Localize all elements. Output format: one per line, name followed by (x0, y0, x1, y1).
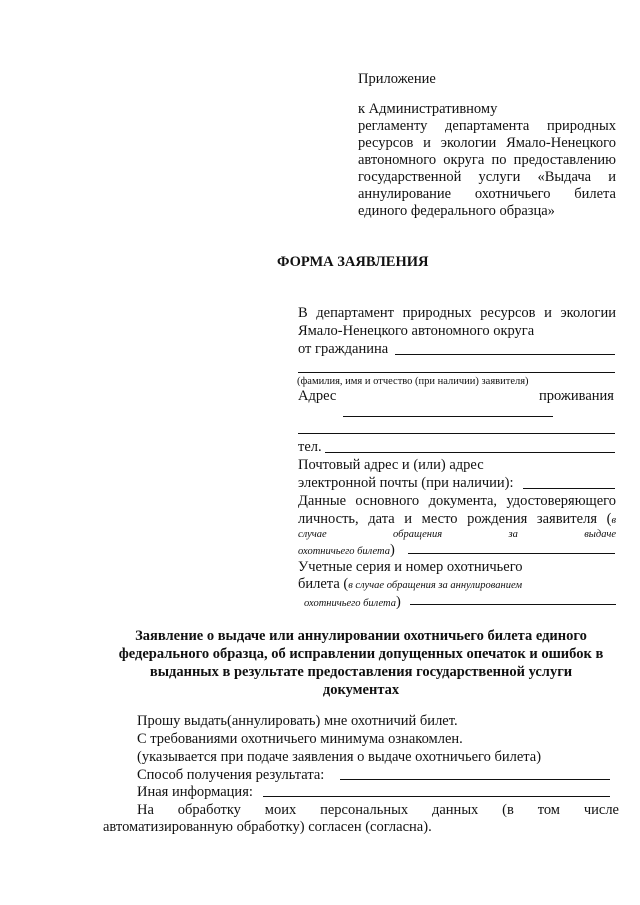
series-label-2 (298, 575, 522, 595)
doc-label-4-close: ) (390, 542, 395, 558)
addressee-line-2: Ямало-Ненецкого автономного округа (298, 323, 535, 339)
appendix-line-5: государственной услуги «Выдача и (358, 169, 616, 185)
statement-title-line-4: документах (322, 682, 400, 698)
method-field[interactable] (340, 779, 610, 780)
doc-label-2-main: личность, дата и место рождения заявителя ( (298, 511, 612, 527)
postal-field[interactable] (523, 488, 615, 489)
postal-label-1: Почтовый адрес и (или) адрес (298, 457, 484, 473)
appendix-line-2: регламенту департамента природных (358, 118, 616, 134)
doc-label-4-italic: охотничьего билета (298, 546, 391, 557)
series-label-3 (304, 593, 401, 613)
citizen-name-field-2[interactable] (298, 372, 615, 373)
citizen-name-field[interactable] (395, 354, 615, 355)
series-label-1: Учетные серия и номер охотничьего (298, 559, 523, 575)
tel-field[interactable] (325, 452, 615, 453)
doc-label-3: случае обращения за выдаче (298, 529, 616, 540)
consent-line-1: На обработку моих персональных данных (в том числе (137, 802, 619, 818)
postal-label-2: электронной почты (при наличии): (298, 475, 514, 491)
appendix-line-4: автономного округа по предоставлению (358, 152, 616, 168)
address-label: Адрес (298, 388, 337, 404)
doc-label-1: Данные основного документа, удостоверяющего (298, 493, 616, 509)
residence-label: проживания (539, 388, 614, 404)
address-field-2[interactable] (298, 433, 615, 434)
series-label-3-close: ) (396, 594, 401, 610)
form-title: ФОРМА ЗАЯВЛЕНИЯ (277, 254, 429, 270)
consent-line-2: автоматизированную обработку) согласен (согласна). (103, 819, 432, 835)
series-field[interactable] (410, 604, 616, 605)
statement-title-line-3: выданных в результате предоставления государственной услуги (149, 664, 573, 680)
other-info-label: Иная информация: (137, 784, 253, 800)
doc-field[interactable] (408, 553, 615, 554)
method-label: Способ получения результата: (137, 767, 325, 783)
series-label-2-main: билета ( (298, 576, 349, 592)
statement-title-line-2: федерального образца, об исправлении допущенных опечаток и ошибок в (118, 646, 604, 662)
tel-label: тел. (298, 439, 322, 455)
note-text: (указывается при подаче заявления о выдаче охотничьего билета) (137, 749, 542, 765)
address-field-1[interactable] (343, 416, 553, 417)
fio-caption: (фамилия, имя и отчество (при наличии) заявителя) (297, 376, 529, 387)
statement-title-line-1: Заявление о выдаче или аннулировании охотничьего билета единого (135, 628, 587, 644)
appendix-line-1: к Административному (358, 101, 498, 117)
familiar-text: С требованиями охотничьего минимума ознакомлен. (137, 731, 463, 747)
from-citizen-label: от гражданина (298, 341, 389, 357)
request-text: Прошу выдать(аннулировать) мне охотничий билет. (137, 713, 458, 729)
series-label-2-italic: в случае обращения за аннулированием (348, 580, 523, 591)
series-label-3-italic: охотничьего билета (304, 598, 397, 609)
appendix-title: Приложение (358, 71, 436, 87)
appendix-line-3: ресурсов и экологии Ямало-Ненецкого (358, 135, 616, 151)
doc-label-2-italic: в (611, 515, 616, 526)
addressee-line-1: В департамент природных ресурсов и экологии (298, 305, 616, 321)
other-info-field[interactable] (263, 796, 610, 797)
appendix-line-6: аннулирование охотничьего билета (358, 186, 616, 202)
appendix-line-7: единого федерального образца» (358, 203, 555, 219)
